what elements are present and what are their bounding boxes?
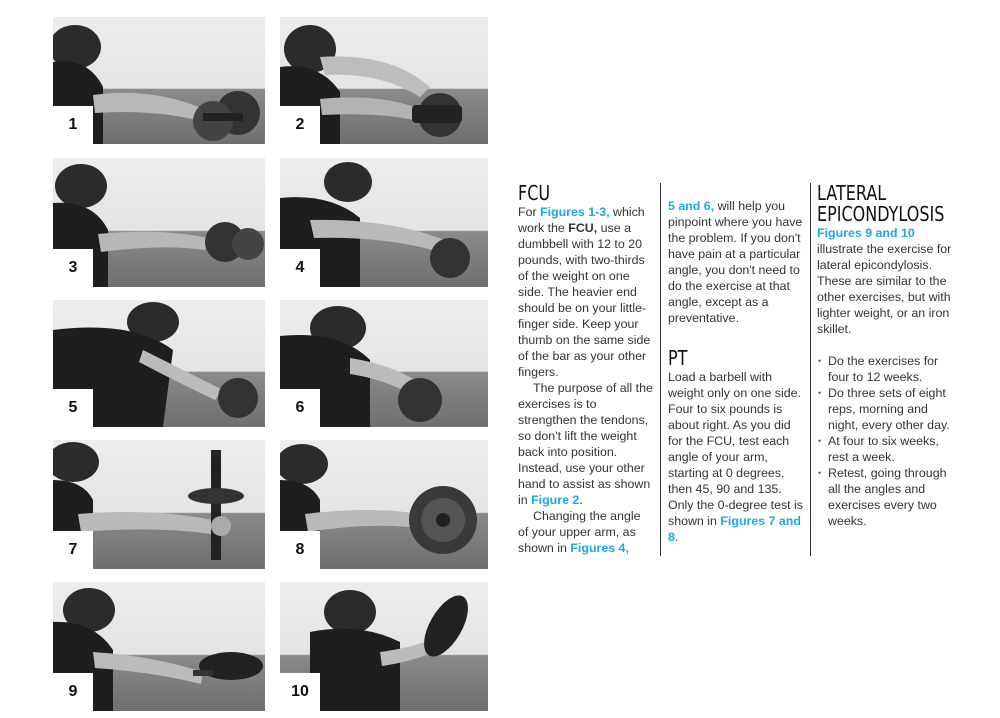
- lateral-epicondylosis-heading-line-2: EPICONDYLOSIS: [817, 202, 945, 226]
- text: Changing the angle of your upper arm, as shown in: [518, 509, 641, 555]
- figure-number: 6: [280, 389, 320, 427]
- fcu-paragraph-1: [518, 204, 654, 380]
- text: use a dumbbell with 12 to 20 pounds, with two-thirds of the weight on one side. The heavier end should be on your little-finger side. Keep your thumb on the same side of the bar as your other fingers.: [518, 221, 651, 379]
- figure-1-photo: [53, 17, 265, 144]
- pt-column: [668, 198, 804, 545]
- figure-number: 4: [280, 249, 320, 287]
- lateral-epicondylosis-column: [817, 183, 957, 529]
- figure-2-photo: [280, 17, 488, 144]
- lateral-epicondylosis-paragraph: [817, 225, 957, 337]
- figure-number: 9: [53, 673, 93, 711]
- pt-heading: PT: [668, 346, 688, 370]
- figure-reference: Figures 7 and 8: [668, 514, 801, 544]
- figure-number: 8: [280, 531, 320, 569]
- figure-number: 3: [53, 249, 93, 287]
- text: The purpose of all the exercises is to strengthen the tendons, so don't lift the weight back into position. Instead, use your other hand to assist as shown in: [518, 381, 653, 507]
- fcu-column: [518, 183, 654, 556]
- figure-3-photo: [53, 158, 265, 287]
- text: will help you pinpoint where you have the problem. If you don't have pain at a particular angle, you don't need to do the exercise at that angle, except as a preventative.: [668, 199, 803, 325]
- list-item: • Do three sets of eight reps, morning and night, every other day.: [817, 385, 957, 433]
- figure-number: 1: [53, 106, 93, 144]
- figure-number: 5: [53, 389, 93, 427]
- figure-reference: Figures 1-3,: [540, 205, 610, 219]
- pt-paragraph-1: [668, 198, 804, 326]
- pt-paragraph-2: [668, 369, 804, 545]
- instruction-list: [817, 353, 957, 529]
- figure-9-photo: [53, 582, 265, 711]
- figure-6-photo: [280, 300, 488, 427]
- figure-reference: Figures 9 and 10: [817, 226, 915, 240]
- fcu-heading: FCU: [518, 181, 551, 205]
- list-item: • At four to six weeks, rest a week.: [817, 433, 957, 465]
- figure-8-photo: [280, 440, 488, 569]
- column-divider: [660, 183, 661, 556]
- text: Load a barbell with weight only on one side. Four to six pounds is about right. As you did for the FCU, test each angle of your arm, starting at 0 degrees, then 45, 90 and 135. Only the 0-degree test is shown in: [668, 370, 803, 528]
- fcu-paragraph-2: [518, 380, 654, 508]
- figure-number: 7: [53, 531, 93, 569]
- figure-number: 2: [280, 106, 320, 144]
- list-item: • Do the exercises for four to 12 weeks.: [817, 353, 957, 385]
- text: For: [518, 205, 541, 219]
- lateral-epicondylosis-heading-line-1: LATERAL: [817, 181, 887, 205]
- figure-reference: Figure 2.: [531, 493, 583, 507]
- column-divider: [810, 183, 811, 556]
- figure-4-photo: [280, 158, 488, 287]
- figure-reference: 5 and 6,: [668, 199, 715, 213]
- text: which work the: [518, 205, 645, 235]
- fcu-paragraph-3: [518, 508, 654, 556]
- figure-5-photo: [53, 300, 265, 427]
- figure-7-photo: [53, 440, 265, 569]
- text: illustrate the exercise for lateral epicondylosis. These are similar to the other exercises, but with lighter weight, or an iron skillet.: [817, 242, 952, 336]
- figure-10-photo: [280, 582, 488, 711]
- figure-number: 10: [280, 673, 320, 711]
- text: .: [674, 530, 679, 544]
- fcu-term: FCU,: [568, 221, 598, 235]
- figure-reference: Figures 4,: [570, 541, 629, 555]
- list-item: • Retest, going through all the angles and exercises every two weeks.: [817, 465, 957, 529]
